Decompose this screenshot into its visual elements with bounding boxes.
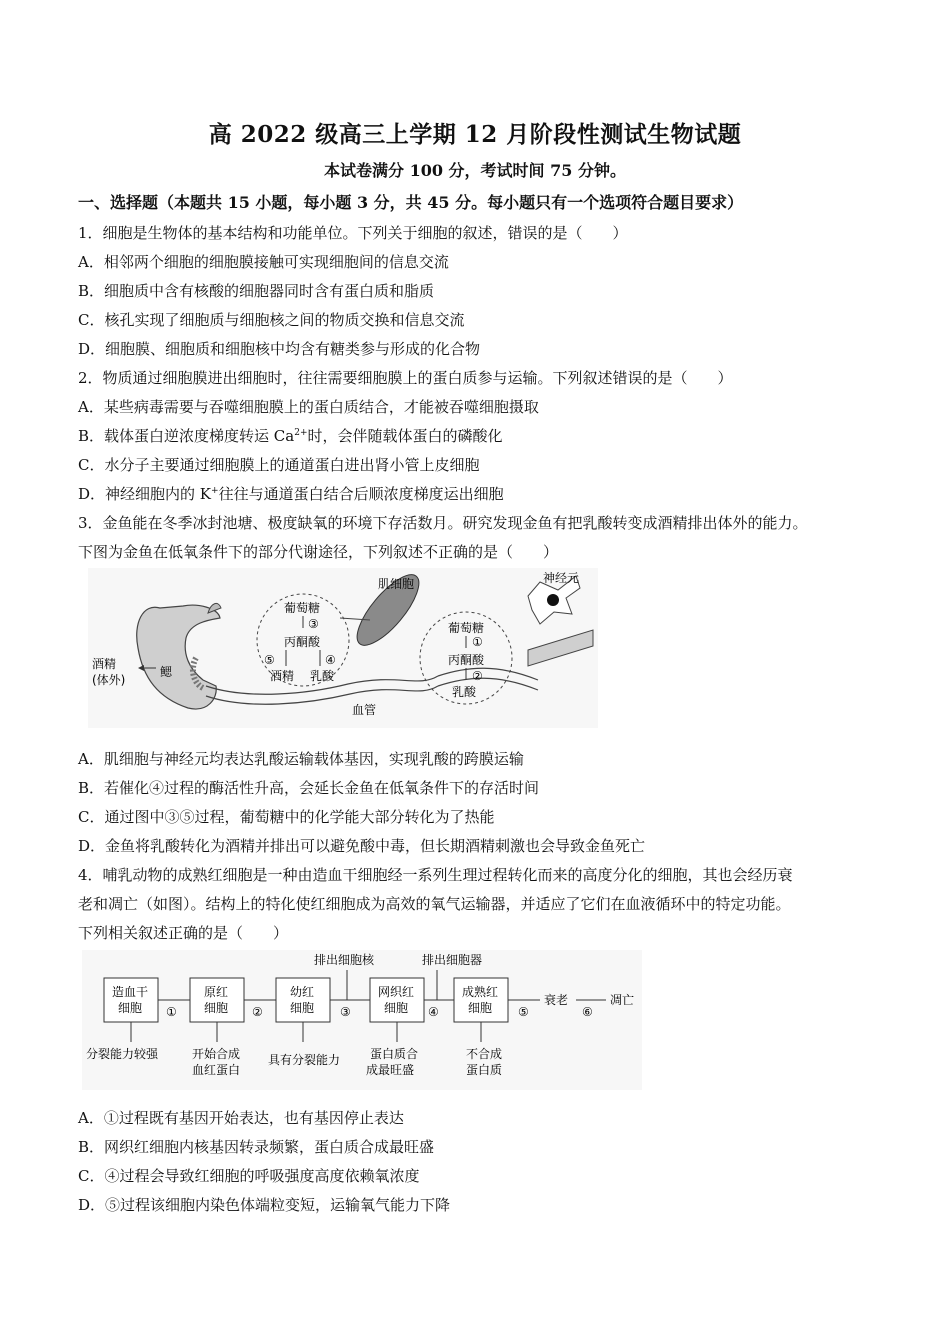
fig-box-3-l2: 细胞	[290, 1001, 315, 1015]
fig-box-2-l2: 细胞	[204, 1001, 229, 1015]
fig-pyruvate2: 丙酮酸	[448, 653, 485, 667]
fig-step5: ⑤	[264, 653, 275, 667]
fig-box-5-l2: 细胞	[468, 1001, 493, 1015]
fig-note-1-l1: 分裂能力较强	[86, 1047, 159, 1061]
fig-eject-organelles: 排出细胞器	[422, 953, 483, 967]
q2-stem: 2．物质通过细胞膜进出细胞时，往往需要细胞膜上的蛋白质参与运输。下列叙述错误的是（ ）	[78, 369, 733, 387]
q4-option-d: D．⑤过程该细胞内染色体端粒变短，运输氧气能力下降	[78, 1196, 451, 1214]
fig-step4: ④	[325, 653, 336, 667]
fig-step-2: ②	[252, 1005, 263, 1019]
fig-ethanol: 酒精	[270, 669, 295, 683]
q3-option-c: C．通过图中③⑤过程，葡萄糖中的化学能大部分转化为了热能	[78, 808, 495, 826]
fig-step1: ①	[472, 635, 483, 649]
fig-note-2-l1: 开始合成	[192, 1047, 241, 1061]
fig-box-5-l1: 成熟红	[462, 985, 499, 999]
q4-stem-line2: 老和凋亡（如图）。结构上的特化使红细胞成为高效的氧气运输器，并适应了它们在血液循环中的特定功能。	[78, 895, 791, 913]
q3-option-a: A．肌细胞与神经元均表达乳酸运输载体基因，实现乳酸的跨膜运输	[78, 750, 524, 768]
fig-step-5: ⑤	[518, 1005, 529, 1019]
q3-option-d: D．金鱼将乳酸转化为酒精并排出可以避免酸中毒，但长期酒精刺激也会导致金鱼死亡	[78, 837, 646, 855]
fig-apoptosis: 凋亡	[610, 993, 635, 1007]
fig-step-6: ⑥	[582, 1005, 593, 1019]
fig-vessel: 血管	[352, 703, 377, 717]
q4-option-b: B．网织红细胞内核基因转录频繁，蛋白质合成最旺盛	[78, 1138, 435, 1156]
fig-muscle: 肌细胞	[378, 577, 415, 591]
fig-step2: ②	[472, 669, 483, 683]
fig-pyruvate1: 丙酮酸	[284, 635, 321, 649]
rbc-development-figure	[82, 950, 642, 1090]
fig-body-out: (体外)	[92, 673, 126, 687]
q1-option-d: D．细胞膜、细胞质和细胞核中均含有糖类参与形成的化合物	[78, 340, 481, 358]
q3-option-b: B．若催化④过程的酶活性升高，会延长金鱼在低氧条件下的存活时间	[78, 779, 540, 797]
fig-note-2-l2: 血红蛋白	[192, 1063, 241, 1077]
q2-option-d: D．神经细胞内的 K+往往与通道蛋白结合后顺浓度梯度运出细胞	[78, 485, 504, 503]
fig-lactate1: 乳酸	[310, 669, 335, 683]
q3-stem-line1: 3．金鱼能在冬季冰封池塘、极度缺氧的环境下存活数月。研究发现金鱼有把乳酸转变成酒精排出体外的能力。	[78, 514, 808, 532]
q2-option-a: A．某些病毒需要与吞噬细胞膜上的蛋白质结合，才能被吞噬细胞摄取	[78, 398, 539, 416]
fig-step-4: ④	[428, 1005, 439, 1019]
fig-glucose1: 葡萄糖	[284, 601, 321, 615]
fig-glucose2: 葡萄糖	[448, 621, 485, 635]
fig-box-4-l1: 网织红	[378, 985, 415, 999]
fig-step-1: ①	[166, 1005, 177, 1019]
fig-note-5-l2: 蛋白质	[466, 1063, 503, 1077]
q1-option-b: B．细胞质中含有核酸的细胞器同时含有蛋白质和脂质	[78, 282, 435, 300]
q4-stem-line1: 4．哺乳动物的成熟红细胞是一种由造血干细胞经一系列生理过程转化而来的高度分化的细胞，其也会经历衰	[78, 866, 793, 884]
q1-stem: 1．细胞是生物体的基本结构和功能单位。下列关于细胞的叙述，错误的是（ ）	[78, 224, 628, 242]
fig-ethanol-out: 酒精	[92, 657, 117, 671]
fig-note-4-l1: 蛋白质合	[370, 1047, 419, 1061]
q2-option-b: B．载体蛋白逆浓度梯度转运 $Ca^{2+}$时，会伴随载体蛋白的磷酸化	[78, 427, 503, 445]
fig-gill: 鳃	[160, 665, 173, 679]
section-heading: 一、选择题（本题共 15 小题，每小题 3 分，共 45 分。每小题只有一个选项符合题目要求）	[78, 193, 744, 212]
goldfish-metabolism-figure	[88, 568, 598, 728]
fig-box-1-l1: 造血干	[112, 985, 149, 999]
fig-eject-nucleus: 排出细胞核	[314, 953, 375, 967]
q4-option-a: A．①过程既有基因开始表达，也有基因停止表达	[78, 1109, 404, 1127]
fig-note-5-l1: 不合成	[466, 1047, 503, 1061]
fig-box-2-l1: 原红	[204, 985, 229, 999]
fig-aging: 衰老	[544, 993, 569, 1007]
fig-neuron: 神经元	[543, 571, 580, 585]
fig-lactate2: 乳酸	[452, 685, 477, 699]
fig-box-1-l2: 细胞	[118, 1001, 143, 1015]
fig-note-4-l2: 成最旺盛	[366, 1063, 415, 1077]
q4-option-c: C．④过程会导致红细胞的呼吸强度高度依赖氧浓度	[78, 1167, 420, 1185]
q1-option-a: A．相邻两个细胞的细胞膜接触可实现细胞间的信息交流	[78, 253, 449, 271]
fig-step-3: ③	[340, 1005, 351, 1019]
fig-step3: ③	[308, 617, 319, 631]
q1-option-c: C．核孔实现了细胞质与细胞核之间的物质交换和信息交流	[78, 311, 465, 329]
exam-info: 本试卷满分 100 分，考试时间 75 分钟。	[324, 161, 626, 180]
page-title: 高 2022 级高三上学期 12 月阶段性测试生物试题	[208, 121, 742, 148]
q3-stem-line2: 下图为金鱼在低氧条件下的部分代谢途径，下列叙述不正确的是（ ）	[78, 543, 559, 561]
q2-option-c: C．水分子主要通过细胞膜上的通道蛋白进出肾小管上皮细胞	[78, 456, 480, 474]
fig-box-4-l2: 细胞	[384, 1001, 409, 1015]
fig-box-3-l1: 幼红	[290, 985, 315, 999]
fig-note-3-l1: 具有分裂能力	[268, 1053, 341, 1067]
q4-stem-line3: 下列相关叙述正确的是（ ）	[78, 924, 289, 942]
